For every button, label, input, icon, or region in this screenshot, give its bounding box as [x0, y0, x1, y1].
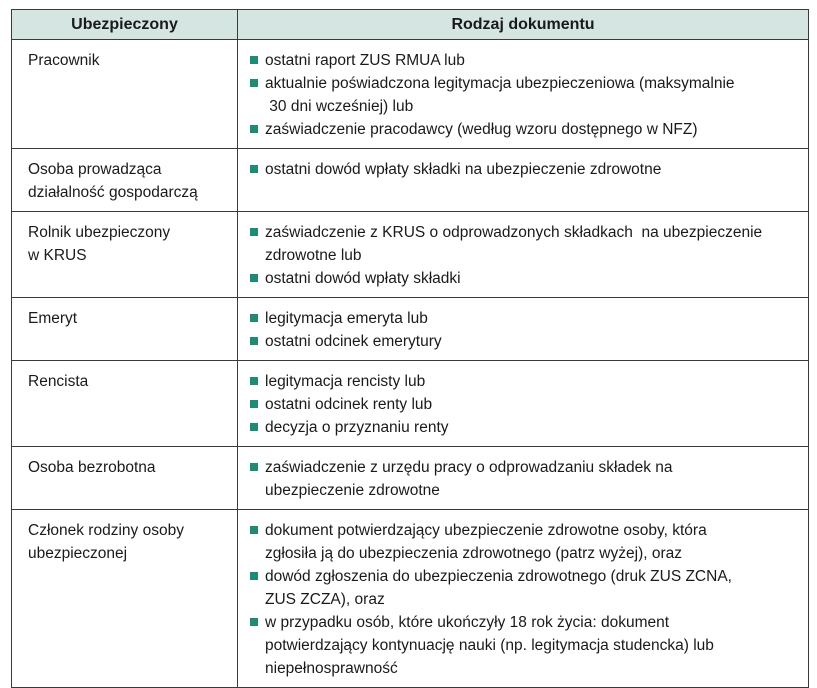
document-text-line: 30 dni wcześniej) lub — [265, 98, 414, 115]
document-text-line: ZUS ZCZA), oraz — [265, 591, 385, 608]
document-text-line: zgłosiła ją do ubezpieczenia zdrowotnego (patrz wyżej), oraz — [265, 545, 682, 562]
documents-cell — [238, 447, 809, 510]
documents-cell — [238, 149, 809, 212]
document-text-line: aktualnie poświadczona legitymacja ubezpieczeniowa (maksymalnie — [265, 75, 735, 92]
square-bullet-icon — [250, 463, 258, 471]
square-bullet-icon — [250, 337, 258, 345]
document-list — [250, 307, 802, 353]
document-text-line: dokument potwierdzający ubezpieczenie zdrowotne osoby, która — [265, 522, 707, 539]
header-insured: Ubezpieczony — [12, 10, 238, 40]
document-list-item — [250, 611, 802, 680]
square-bullet-icon — [250, 56, 258, 64]
document-text-line: ubezpieczenie zdrowotne — [265, 482, 440, 499]
documents-cell — [238, 361, 809, 447]
table-row — [12, 40, 809, 149]
document-list — [250, 221, 802, 290]
document-list — [250, 158, 802, 181]
table-row — [12, 149, 809, 212]
document-text-line: ostatni dowód wpłaty składki — [265, 270, 461, 287]
table-row — [12, 510, 809, 688]
document-table-wrapper — [11, 9, 808, 688]
documents-cell — [238, 212, 809, 298]
document-list-item — [250, 158, 802, 181]
header-document-type: Rodzaj dokumentu — [238, 10, 809, 40]
document-list — [250, 456, 802, 502]
document-list-item — [250, 565, 802, 611]
table-row — [12, 298, 809, 361]
square-bullet-icon — [250, 400, 258, 408]
document-text-line: ostatni raport ZUS RMUA lub — [265, 52, 465, 69]
square-bullet-icon — [250, 526, 258, 534]
document-list — [250, 370, 802, 439]
insured-label-line: Osoba bezrobotna — [28, 459, 156, 476]
document-list-item — [250, 221, 802, 267]
insured-label-line: Członek rodziny osoby — [28, 522, 184, 539]
document-text-line: potwierdzający kontynuację nauki (np. legitymacja studencka) lub — [265, 637, 714, 654]
insured-cell — [12, 447, 238, 510]
document-list-item — [250, 456, 802, 502]
insured-label-line: działalność gospodarczą — [28, 184, 198, 201]
document-text-line: zaświadczenie z KRUS o odprowadzonych składkach na ubezpieczenie — [265, 224, 763, 241]
document-text-line: niepełnosprawność — [265, 660, 398, 677]
document-text-line: ostatni odcinek emerytury — [265, 333, 442, 350]
square-bullet-icon — [250, 377, 258, 385]
insured-cell — [12, 40, 238, 149]
table-row — [12, 361, 809, 447]
document-text-line: ostatni dowód wpłaty składki na ubezpieczenie zdrowotne — [265, 161, 662, 178]
square-bullet-icon — [250, 274, 258, 282]
document-list-item — [250, 267, 802, 290]
document-text-line: decyzja o przyznaniu renty — [265, 419, 449, 436]
insurance-documents-table — [11, 9, 809, 688]
document-list-item — [250, 118, 802, 141]
table-body — [12, 40, 809, 688]
document-list-item — [250, 416, 802, 439]
document-text-line: zaświadczenie z urzędu pracy o odprowadzaniu składek na — [265, 459, 673, 476]
document-list-item — [250, 370, 802, 393]
insured-label-line: w KRUS — [28, 247, 87, 264]
square-bullet-icon — [250, 572, 258, 580]
document-list-item — [250, 307, 802, 330]
document-text-line: ostatni odcinek renty lub — [265, 396, 433, 413]
insured-cell — [12, 212, 238, 298]
document-text-line: dowód zgłoszenia do ubezpieczenia zdrowotnego (druk ZUS ZCNA, — [265, 568, 732, 585]
document-list-item — [250, 393, 802, 416]
document-list-item — [250, 72, 802, 118]
document-list-item — [250, 49, 802, 72]
documents-cell — [238, 40, 809, 149]
insured-cell — [12, 149, 238, 212]
square-bullet-icon — [250, 314, 258, 322]
document-text-line: zaświadczenie pracodawcy (według wzoru dostępnego w NFZ) — [265, 121, 698, 138]
insured-cell — [12, 361, 238, 447]
insured-cell — [12, 298, 238, 361]
document-list-item — [250, 330, 802, 353]
insured-cell — [12, 510, 238, 688]
square-bullet-icon — [250, 125, 258, 133]
insured-label-line: ubezpieczonej — [28, 545, 128, 562]
document-list — [250, 49, 802, 141]
insured-label-line: Rolnik ubezpieczony — [28, 224, 171, 241]
document-list-item — [250, 519, 802, 565]
insured-label-line: Emeryt — [28, 310, 78, 327]
square-bullet-icon — [250, 165, 258, 173]
square-bullet-icon — [250, 618, 258, 626]
documents-cell — [238, 298, 809, 361]
document-text-line: legitymacja rencisty lub — [265, 373, 426, 390]
document-text-line: legitymacja emeryta lub — [265, 310, 428, 327]
insured-label-line: Pracownik — [28, 52, 100, 69]
insured-label-line: Rencista — [28, 373, 89, 390]
document-text-line: zdrowotne lub — [265, 247, 362, 264]
square-bullet-icon — [250, 79, 258, 87]
square-bullet-icon — [250, 423, 258, 431]
table-header-row — [12, 10, 809, 40]
table-row — [12, 447, 809, 510]
insured-label-line: Osoba prowadząca — [28, 161, 162, 178]
documents-cell — [238, 510, 809, 688]
document-text-line: w przypadku osób, które ukończyły 18 rok życia: dokument — [265, 614, 670, 631]
table-row — [12, 212, 809, 298]
square-bullet-icon — [250, 228, 258, 236]
